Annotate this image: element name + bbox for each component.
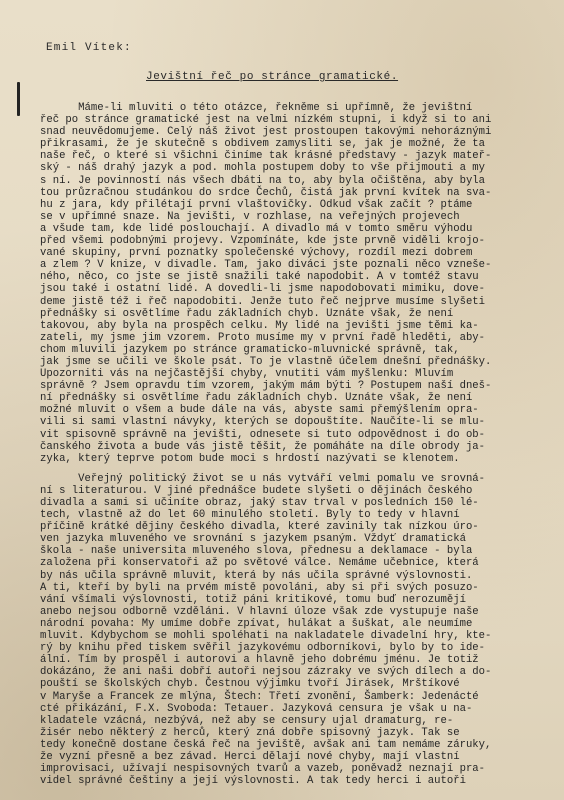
text-line: založena při konservatoři až po světové válce. Nemáme učebnice, která (40, 557, 479, 570)
text-line: hu z jara, kdy přilétají první vlaštovičky. Odkud však začít ? ptáme (40, 198, 473, 211)
text-line: tou průzračnou studánkou do srdce Čechů, čistá jak první kvítek na sva- (40, 186, 492, 199)
text-line: ální. Tím by prospěl i autorovi a hlavně jeho dobrému jménu. Je totiž (40, 654, 479, 667)
text-line: mluvit. Kdybychom se mohli spoléhati na nakladatele divadelní hry, kte- (40, 630, 492, 643)
text-line: by nás učila správně mluvit, která by nás učila správné výslovnosti. (40, 569, 473, 582)
text-line: improvisaci, užívají nespisovných tvarů a vazeb, poněvadž neznají pra- (40, 763, 486, 776)
text-line: ní s literaturou. V jiné přednášce budete slyšeti o dějinách českého (40, 484, 473, 497)
text-line: snad neuvědomujeme. Celý náš život jest prostoupen takovými nehoráznými (40, 126, 492, 139)
text-line: možné mluvit o všem a bude dále na vás, abyste sami přemýšlením opra- (40, 404, 479, 417)
text-line: jak jsme se učili ve škole psát. To je vlastně účelem dnešní přednášky. (40, 355, 492, 368)
text-line: Máme-li mluviti o této otázce, řekněme si upřímně, že jevištní (40, 102, 473, 114)
text-line: s ní. Je povinností nás všech dbáti na to, aby byla očištěna, aby byla (40, 174, 486, 187)
document-title: Jevištní řeč po stránce gramatické. (146, 71, 399, 83)
text-line: pouští se školských chyb. Čestnou výjimku tvoří Jirásek, Mrštíkové (40, 678, 460, 691)
body-text (40, 102, 560, 787)
text-line: takovou, aby byla na prospěch celku. My lidé na jevišti jsme těmi ka- (40, 319, 479, 332)
text-line: naše řeč, o které si všichni činíme tak krásné představy - jazyk mateř- (40, 150, 492, 163)
text-line: přednášky si osvětlíme řadu základních chyb. Uznáte však, že není (40, 307, 454, 320)
text-line: Upozorniti vás na nejčastější chyby, vnutiti vám myšlenku: Mluvím (40, 368, 454, 381)
paragraph-1 (40, 102, 560, 465)
paragraph-gap (40, 465, 560, 473)
text-line: správně ? Jsem opravdu tím vzorem, jakým mám býti ? Postupem naší dneš- (40, 380, 492, 393)
text-line: deme jistě též i řeč napodobiti. Jenže tuto řeč nejprve musíme slyšeti (40, 295, 486, 308)
text-line: tech, vlastně až do let 60 minulého století. Byly to tedy v hlavní (40, 509, 460, 522)
text-line: žisér nebo některý z herců, který zná dobře spisovný jazyk. Tak se (40, 726, 460, 739)
text-line: chom mluvili jazykem po stránce gramaticko-mluvnické správně, tak, (40, 343, 460, 356)
margin-mark (17, 82, 20, 116)
text-line: vit spisovně správně na jevišti, odnesete si tuto odpovědnost i do ob- (40, 428, 486, 441)
text-line: vané skupiny, první poznatky společenské výchovy, rozdíl mezi dobrem (40, 247, 473, 260)
text-line: tedy konečně dostane česká řeč na jeviště, avšak ani tam nemáme záruky, (40, 738, 492, 751)
text-line: zateli, my jsme jim vzorem. Proto musíme my v první řadě hleděti, aby- (40, 331, 486, 344)
text-line: čanského života a bude vás jistě těšit, že pomáháte na díle obrody ja- (40, 440, 486, 453)
text-line: v Maryše a Francek ze mlýna, Štech: Třetí zvonění, Šamberk: Jedenácté (40, 690, 479, 703)
text-line: dokázáno, že ani naši dobří autoři nejsou zázraky ve svých dílech a do- (40, 666, 492, 679)
text-line: a zlem ? V knize, v divadle. Tam, jako diváci jste poznali něco vzneše- (40, 259, 492, 272)
text-line: ven jazyka mluveného ve srovnání s jazykem psaným. Vždyť dramatická (40, 533, 466, 546)
text-line: ský - náš drahý jazyk a pod. mohla postupem doby to vše přijmouti a my (40, 162, 486, 175)
paragraph-2 (40, 473, 560, 787)
text-line: vili si sami vlastní návyky, kterých se dopouštíte. Naučíte-li se mlu- (40, 416, 486, 429)
text-line: rý by knihu před tiskem svěřil jazykovému odborníkovi, bylo by to ide- (40, 642, 486, 655)
text-line: ní přednášky si osvětlíme řadu základních chyb. Uznáte však, že není (40, 392, 473, 405)
text-line: a všude tam, kde lidé poslouchají. A divadlo má v tomto směru výhodu (40, 222, 473, 235)
text-line: anebo nejsou odborně vzděláni. V hlavní úloze však zde vystupuje naše (40, 605, 479, 618)
text-line: zyka, který teprve potom bude moci s hrdostí nazývati se klenotem. (40, 452, 460, 465)
text-line: videl správné češtiny a její výslovnosti. A tak tedy herci i autoři (40, 775, 466, 788)
text-line: A ti, kteří by byli na prvém místě povoláni, aby si při svých posuzo- (40, 581, 479, 594)
text-line: příčině krátké dějiny českého divadla, které zavinily tak nízkou úro- (40, 521, 479, 534)
text-line: národní povaha: My umíme dobře zpívat, hulákat a šuškat, ale neumíme (40, 617, 473, 630)
text-line: Veřejný politický život se u nás vytváří velmi pomalu ve srovná- (40, 472, 486, 485)
text-line: cté přikázání, F.X. Svoboda: Tetauer. Jazyková censura je však u na- (40, 702, 473, 715)
text-line: řeč po stránce gramatické jest na velmi nízkém stupni, i když si to ani (40, 114, 492, 127)
text-line: že vyzní přesně a bez závad. Herci dělají nové chyby, mají vlastní (40, 750, 460, 763)
text-line: přikrasami, že je skutečně s obdivem zamysliti se, jak je možné, že ta (40, 138, 486, 151)
text-line: před všemi podobnými projevy. Vzpomínáte, kde jste prvně viděli krojo- (40, 235, 486, 248)
text-line: kladatele vzácná, nezbývá, než aby se censury ujal dramaturg, re- (40, 714, 454, 727)
text-line: vání všímali výslovnosti, totiž páni kritikové, tomu buď nerozumějí (40, 593, 466, 606)
text-line: ného, něco, co jste se jistě snažili také napodobit. A v tomtéž stavu (40, 271, 479, 284)
text-line: se v upřímné snaze. Na jevišti, v rozhlase, na veřejných projevech (40, 210, 460, 223)
author-name: Emil Vítek: (46, 42, 132, 54)
text-line: škola - naše universita mluveného slova, přednesu a deklamace - byla (40, 545, 473, 558)
text-line: jsou také i ostatní lidé. A dovedli-li jsme napodobovati mimiku, dove- (40, 283, 486, 296)
text-line: divadla a sami si učiníte obraz, jaký stav trval v posledních 150 lé- (40, 497, 479, 509)
